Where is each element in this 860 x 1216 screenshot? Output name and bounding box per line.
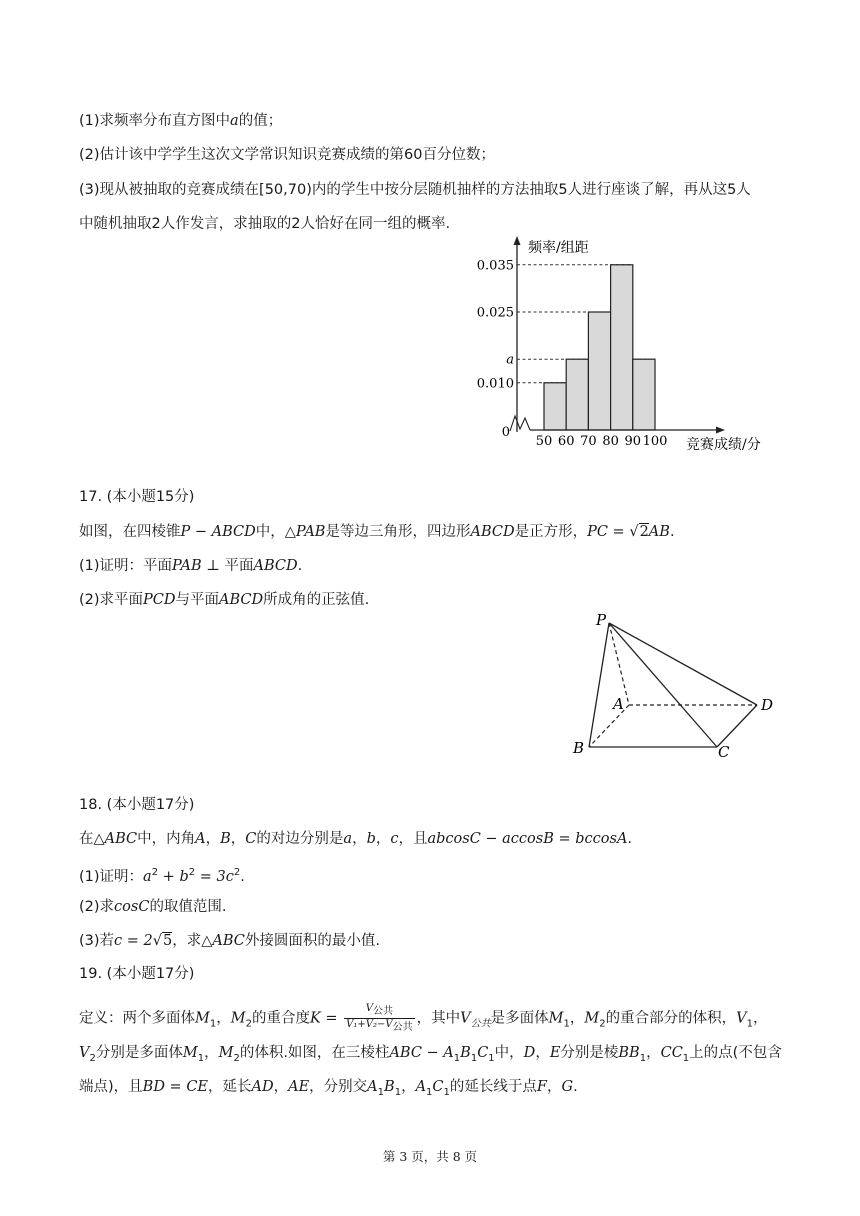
y-tick-label: 0.010: [476, 376, 514, 392]
y-tick-label: a: [506, 352, 514, 368]
q19-header: 19. (本小题17分): [79, 966, 195, 982]
x-tick-label: 60: [557, 434, 575, 449]
x-axis-arrow: [716, 427, 725, 434]
q18-part1: (1)证明：$a^2 + b^2 = 3c^2$.: [79, 867, 245, 885]
x-tick-label: 100: [642, 434, 668, 449]
x-tick-label: 80: [602, 434, 619, 449]
histogram-bar: [588, 312, 610, 430]
q16-part3-line2: 中随机抽取2人作发言，求抽取的2人恰好在同一组的概率.: [79, 216, 451, 232]
q18-header: 18. (本小题17分): [79, 797, 195, 813]
histogram-bars: [544, 265, 655, 430]
y-tick-label: 0.025: [476, 305, 514, 321]
q19-definition-line2: $V_2$分别是多面体$M_1$，$M_2$的体积.如图，在三棱柱ABC − $A_1B_1C_1$中，D，E分别是棱$BB_1$，$CC_1$上的点(不包含: [79, 1045, 782, 1064]
label-A: A: [613, 695, 624, 713]
label-B: B: [573, 739, 585, 757]
axis-break: [510, 416, 530, 431]
origin-label: 0: [501, 425, 510, 440]
q17-part2: (2)求平面PCD与平面ABCD所成角的正弦值.: [79, 592, 370, 608]
q19-definition-line3: 端点)，且BD = CE，延长AD，AE，分别交$A_1B_1$，$A_1C_1$的延长线于点F，G.: [79, 1079, 578, 1098]
y-tick-label: 0.035: [476, 258, 514, 274]
edge-CD: [717, 705, 757, 747]
histogram-bar: [544, 383, 566, 430]
edge-PD: [609, 623, 757, 705]
page-footer: 第 3 页，共 8 页: [382, 1149, 478, 1164]
frequency-histogram: [470, 232, 790, 457]
x-tick-label: 50: [535, 434, 553, 449]
q17-stem: 如图，在四棱锥P − ABCD中，△PAB是等边三角形，四边形ABCD是正方形，PC = √2AB.: [79, 524, 675, 540]
pyramid-figure: [565, 605, 785, 765]
q18-part3: (3)若c = 2√5，求△ABC外接圆面积的最小值.: [79, 933, 381, 949]
y-axis-label: 频率/组距: [528, 240, 589, 256]
x-axis-label: 竞赛成绩/分: [686, 437, 761, 453]
label-C: C: [718, 743, 730, 761]
histogram-bar: [633, 359, 655, 430]
q17-part1: (1)证明：平面PAB ⊥ 平面ABCD.: [79, 558, 303, 574]
histogram-bar: [611, 265, 633, 430]
q19-definition-line1: 定义：两个多面体$M_1$，$M_2$的重合度K = $\frac{V_{公共}}{V_1+V_2-V_{公共}}$ ，其中$V_{公共}$是多面体$M_1$，$M_2$的重合部分的体积，$V_1$，: [79, 1003, 768, 1033]
y-tick-labels: [477, 258, 514, 391]
q16-part1: (1)求频率分布直方图中a的值；: [79, 113, 283, 129]
y-axis-arrow: [514, 236, 521, 245]
x-tick-label: 90: [624, 434, 642, 449]
q16-part2: (2)估计该中学学生这次文学常识知识竞赛成绩的第60百分位数；: [79, 147, 495, 163]
label-P: P: [596, 611, 607, 629]
x-tick-label: 70: [580, 434, 597, 449]
edge-PC: [609, 623, 717, 747]
q16-part3-line1: (3)现从被抽取的竞赛成绩在[50,70)内的学生中按分层随机抽样的方法抽取5人进行座谈了解，再从这5人: [79, 182, 751, 198]
q17-header: 17. (本小题15分): [79, 489, 195, 505]
x-tick-labels: [536, 434, 668, 449]
label-D: D: [761, 696, 774, 714]
histogram-bar: [566, 359, 588, 430]
overlap-fraction: $\frac{V_{公共}}{V_1+V_2-V_{公共}}$: [346, 1003, 413, 1033]
q18-part2: (2)求cosC的取值范围.: [79, 899, 227, 915]
q18-stem: 在△ABC中，内角A，B，C的对边分别是a，b，c，且abcosC − accosB = bccosA.: [79, 831, 633, 847]
edge-PB: [589, 623, 609, 747]
